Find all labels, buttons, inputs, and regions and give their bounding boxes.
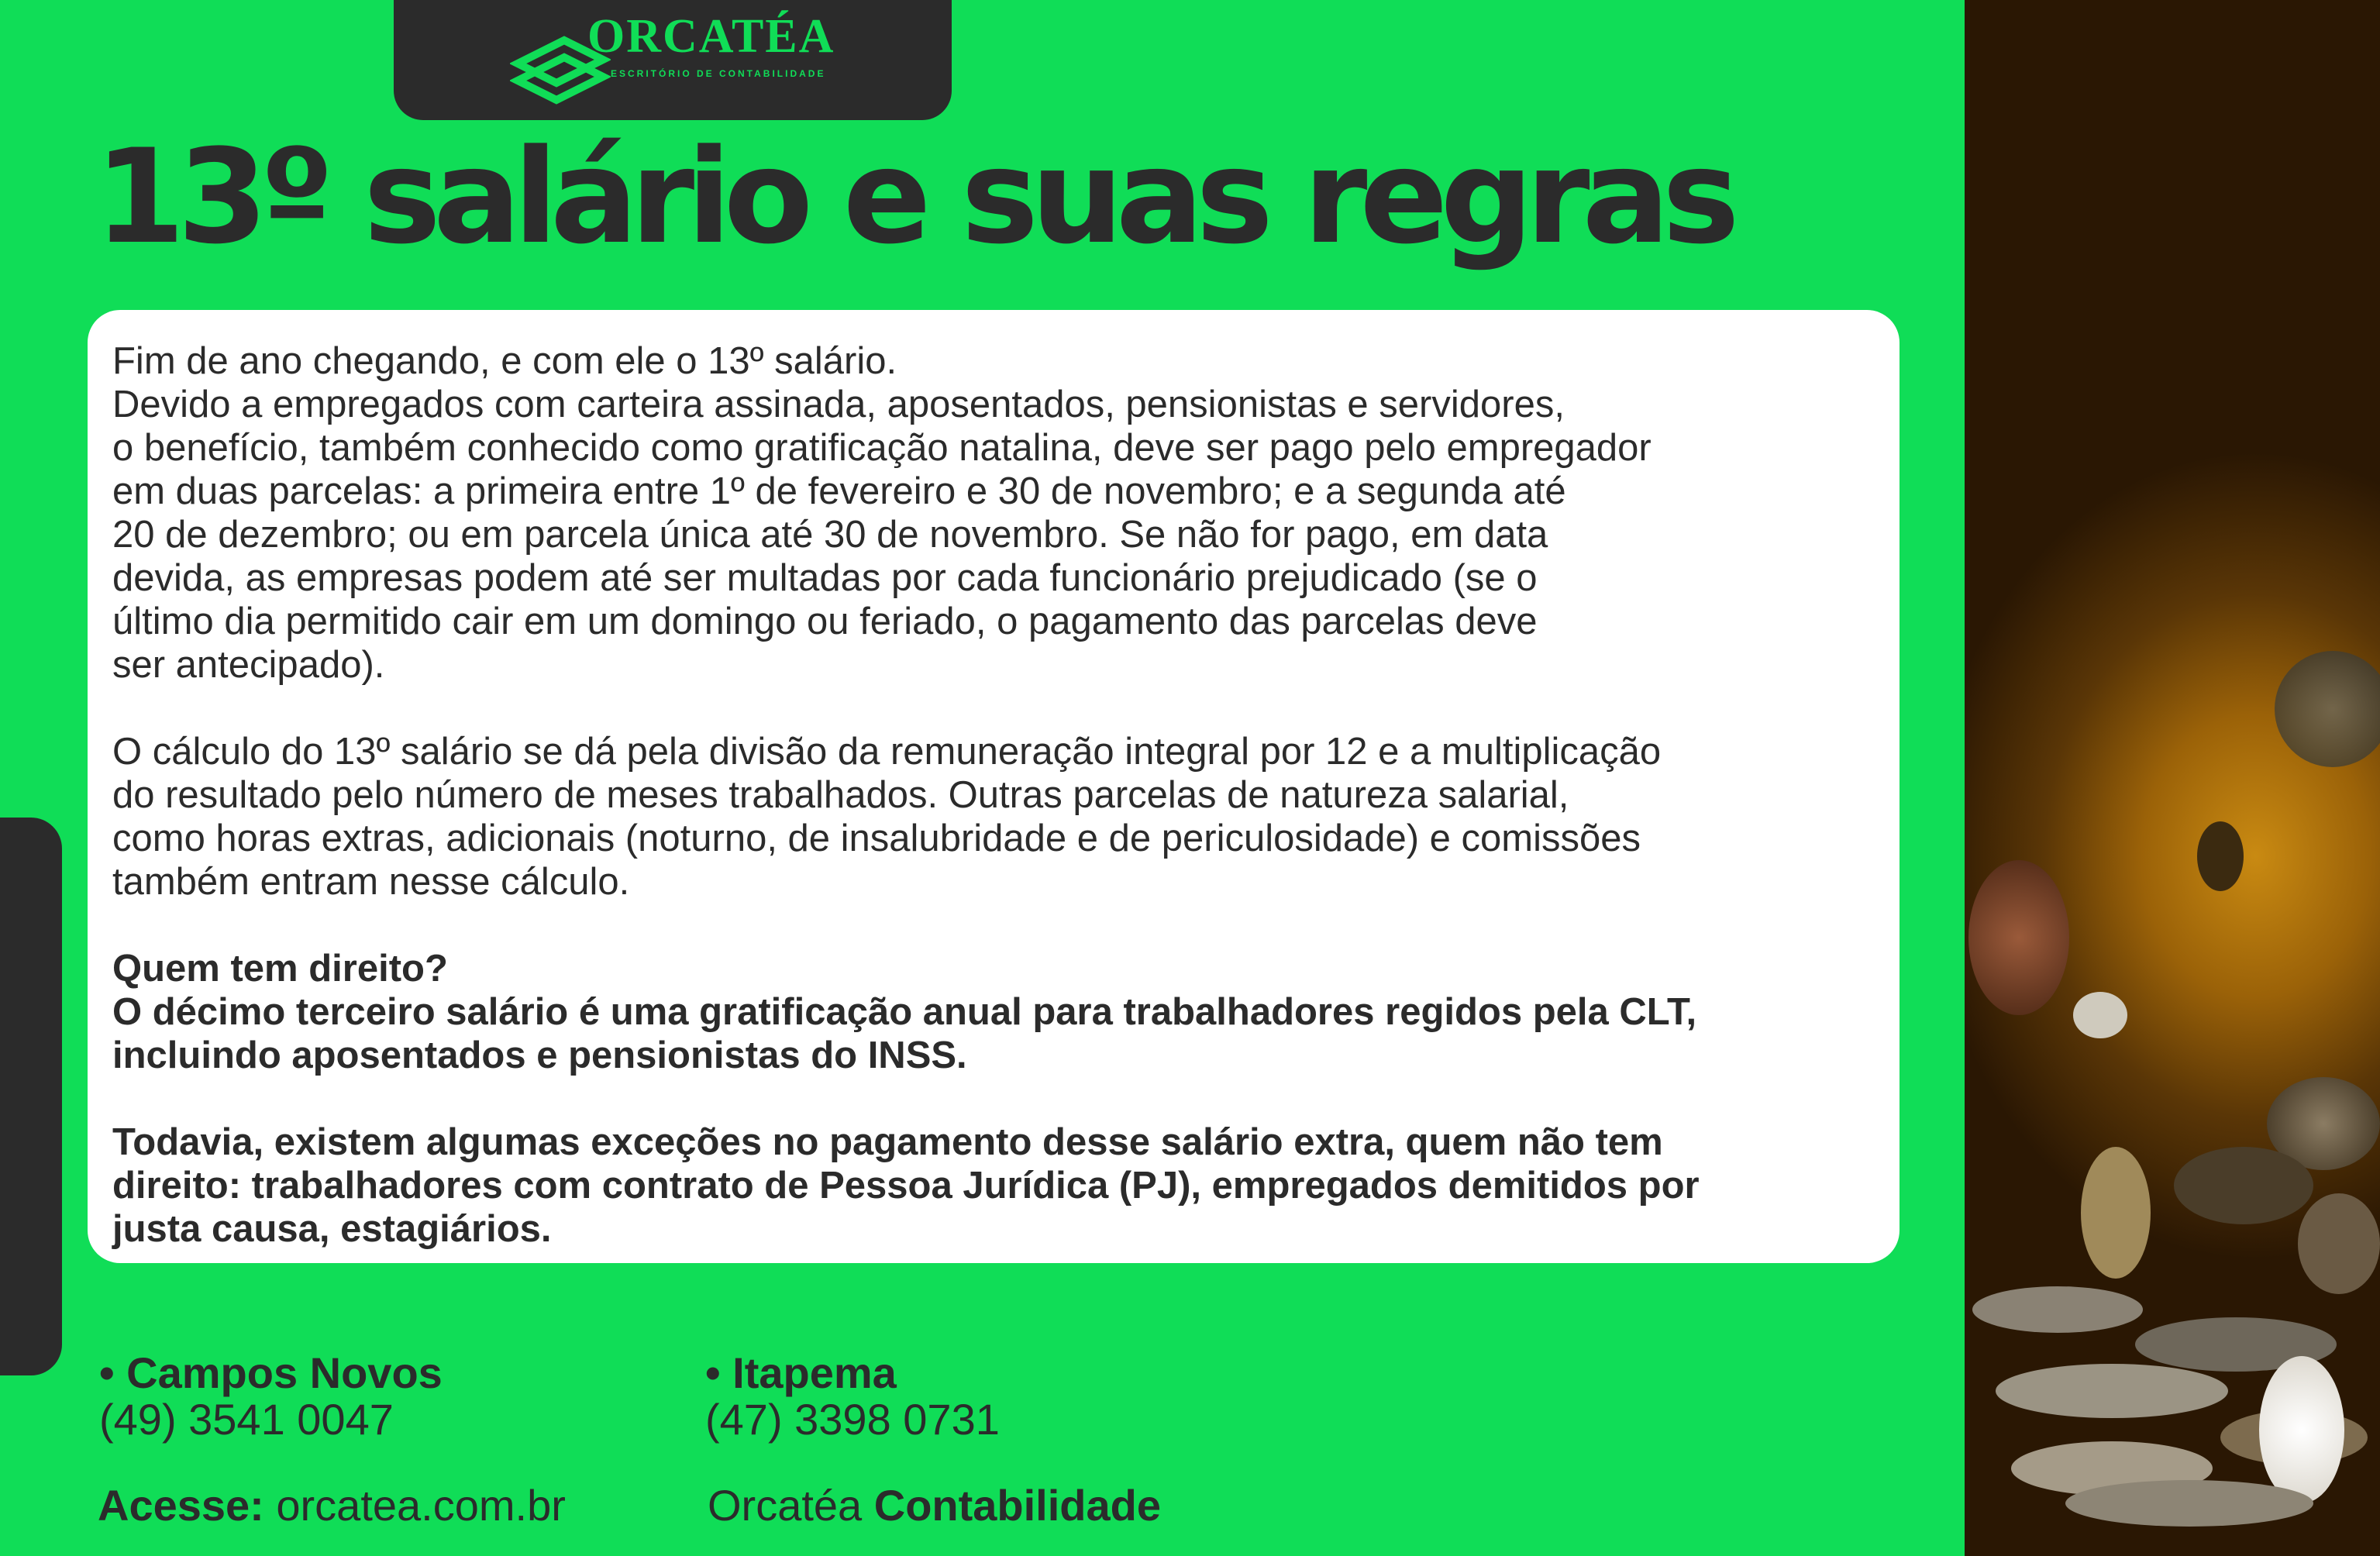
contact-campos-novos: [99, 1350, 443, 1443]
footer-company: [708, 1480, 1161, 1530]
logo-tab: [394, 0, 952, 120]
paragraph-intro: Fim de ano chegando, e com ele o 13º salário. Devido a empregados com carteira assinada, aposentados, pensionistas e servidores, o benefício, também conhecido como gratificação natalina, deve ser pago pelo empregador em duas parcelas: a primeira entre 1º de fevereiro e 30 de novembro; e a segunda até 20 de dezembro; ou em parcela única até 30 de novembro. Se não for pago, em data devida, as empresas podem até ser multadas por cada funcionário prejudicado (se o último dia permitido cair em um domingo ou feriado, o pagamento das parcelas deve ser antecipado).: [112, 340, 1652, 686]
contact-itapema: [705, 1350, 1000, 1443]
paragraph-exceptions: Todavia, existem algumas exceções no pagamento desse salário extra, quem não tem direito: trabalhadores com contrato de Pessoa Jurídica (PJ), empregados demitidos por justa causa, estagiários.: [112, 1121, 1700, 1250]
contact-phone: (49) 3541 0047: [99, 1395, 394, 1444]
contact-phone: (47) 3398 0731: [705, 1395, 1000, 1444]
contact-city: • Campos Novos: [99, 1348, 443, 1397]
paragraph-calculation: O cálculo do 13º salário se dá pela divisão da remuneração integral por 12 e a multiplicação do resultado pelo número de meses trabalhados. Outras parcelas de natureza salarial, como horas extras, adicionais (noturno, de insalubridade e de periculosidade) e comissões também entram nesse cálculo.: [112, 731, 1662, 903]
company-suffix: Contabilidade: [873, 1481, 1161, 1530]
falling-coins-photo: [1965, 0, 2380, 1556]
info-card: [88, 310, 1900, 1263]
logo-name: ORCATÉA: [587, 10, 835, 63]
website-link[interactable]: orcatea.com.br: [276, 1481, 566, 1530]
page-title: 13º salário e suas regras: [95, 121, 1732, 273]
logo-tagline: ESCRITÓRIO DE CONTABILIDADE: [611, 68, 826, 79]
card-body: [112, 339, 1895, 1251]
side-decoration: [0, 818, 62, 1375]
footer-website: [98, 1480, 566, 1530]
company-prefix: Orcatéa: [708, 1481, 863, 1530]
paragraph-who-has-right: Quem tem direito? O décimo terceiro salário é uma gratificação anual para trabalhadores regidos pela CLT, incluindo aposentados e pensionistas do INSS.: [112, 948, 1697, 1076]
access-label: Acesse:: [98, 1481, 264, 1530]
contact-city: • Itapema: [705, 1348, 897, 1397]
